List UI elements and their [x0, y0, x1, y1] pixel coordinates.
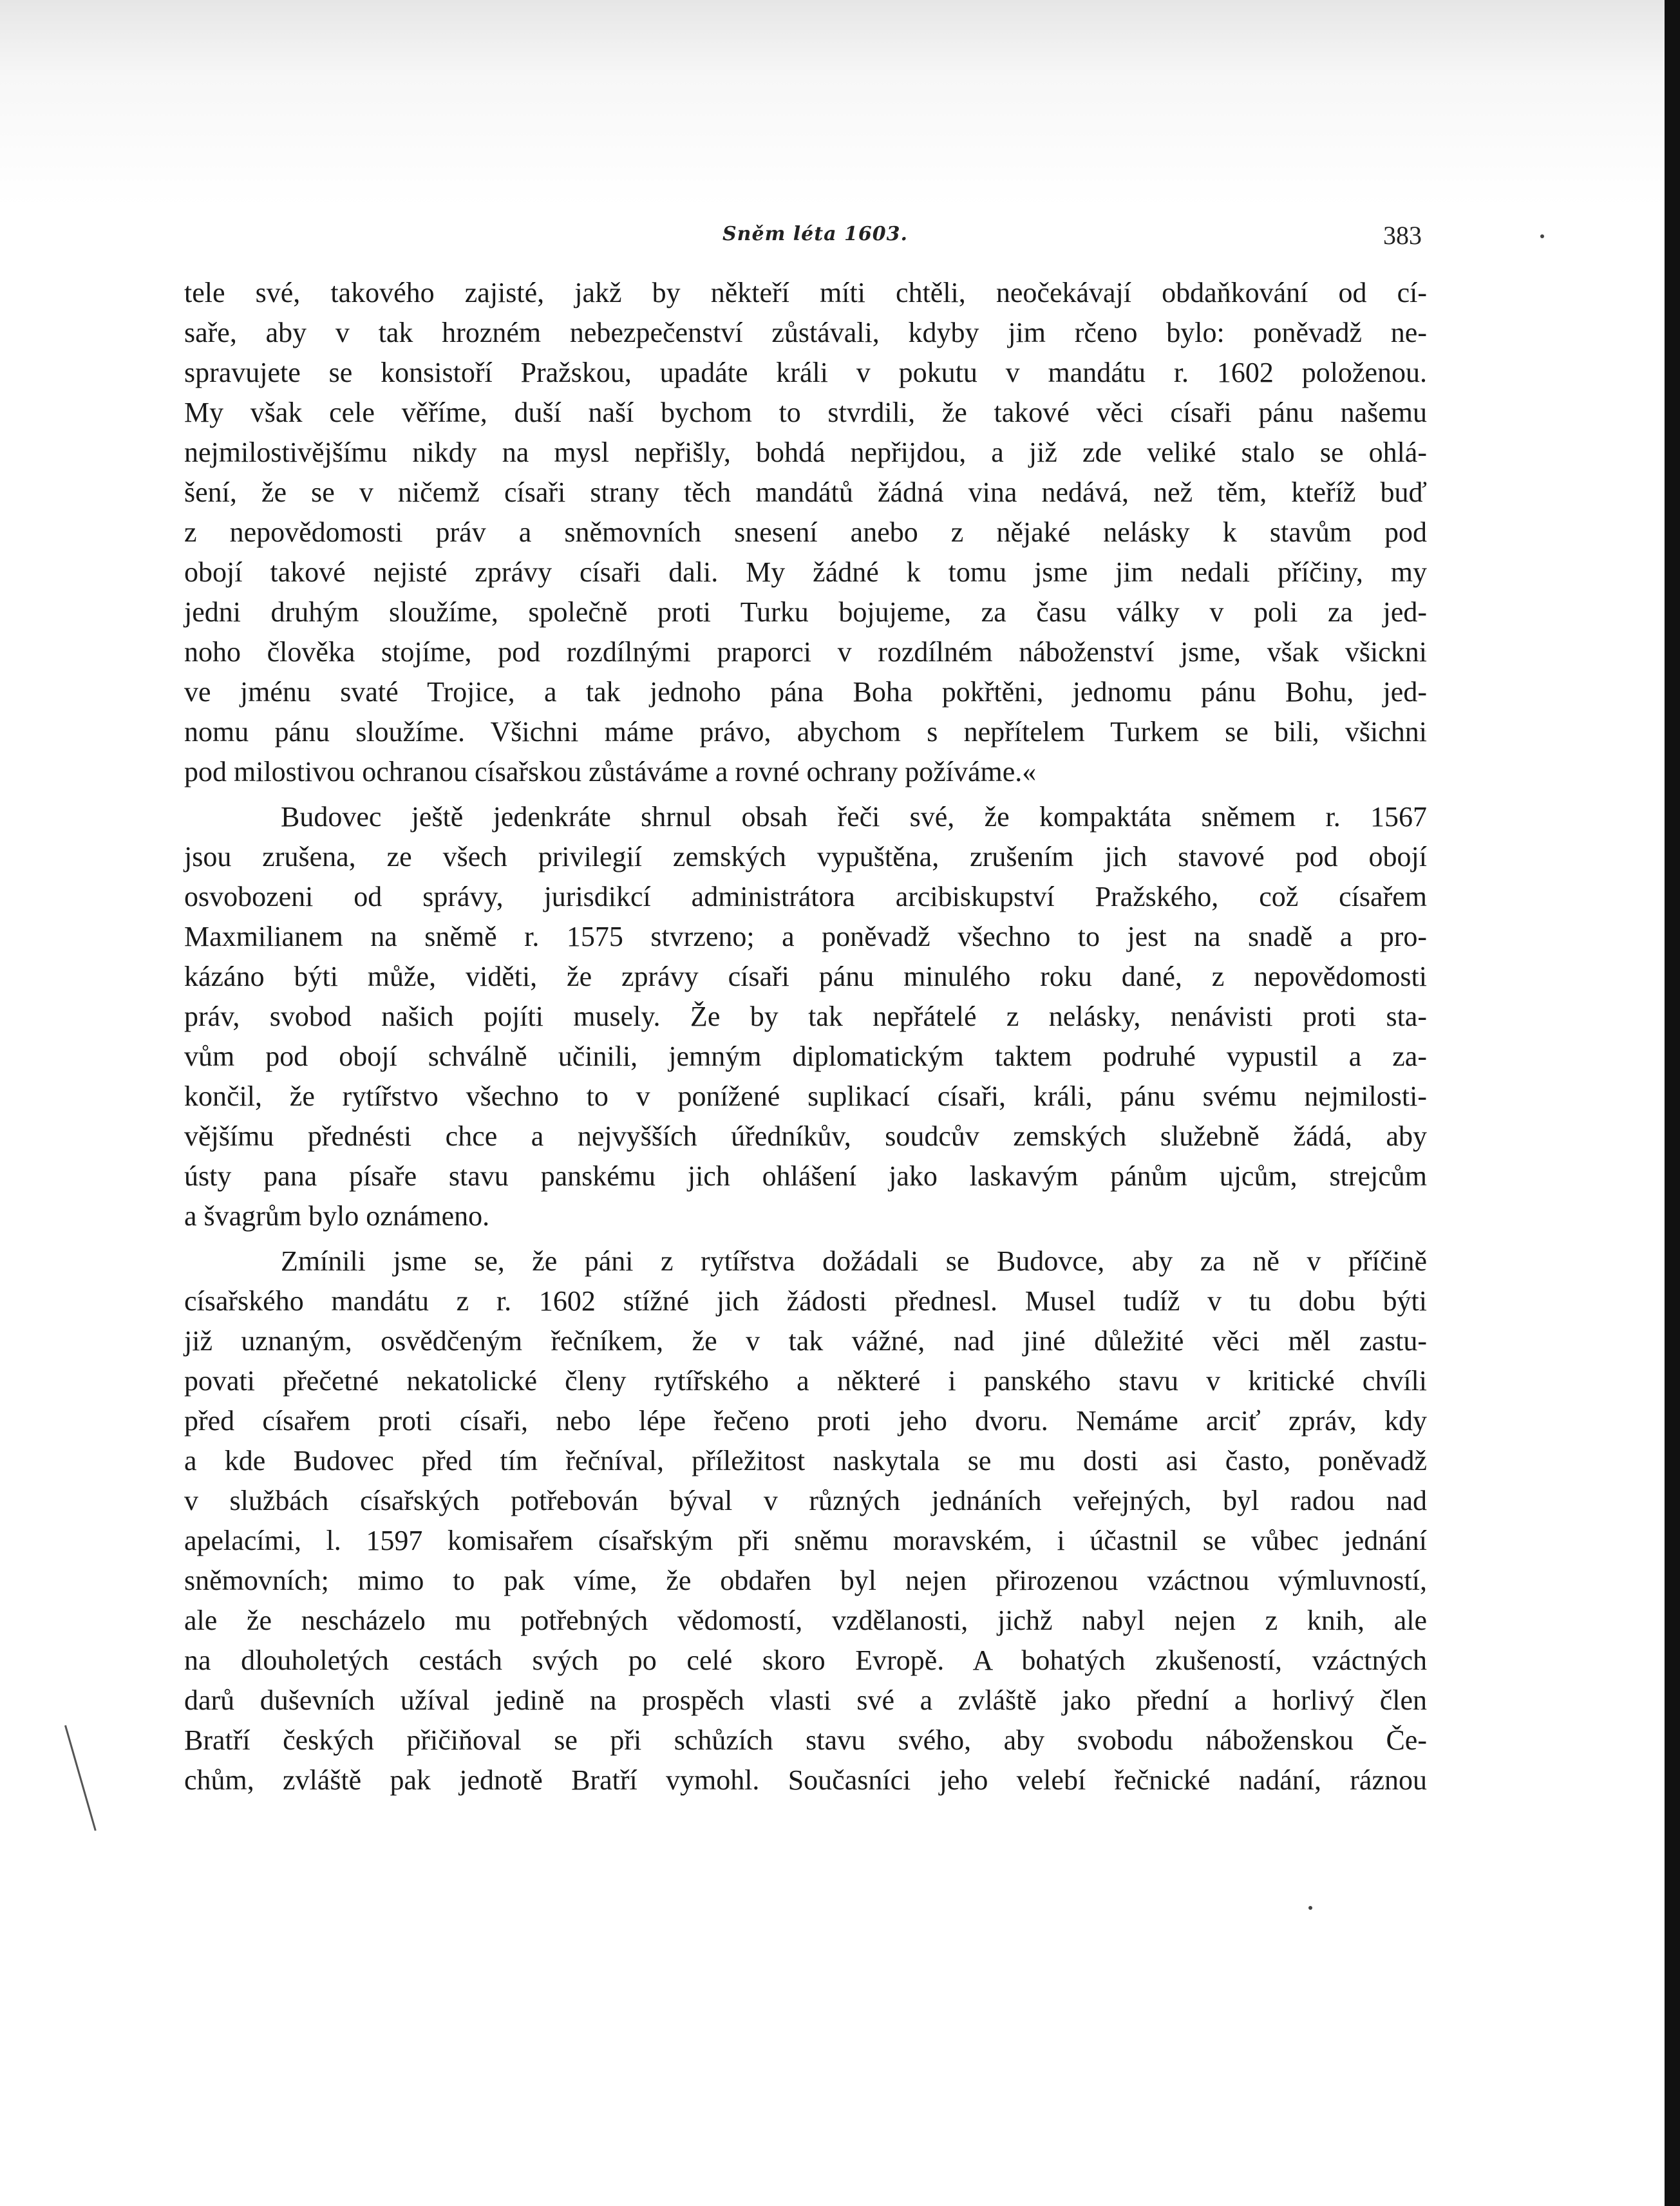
text-line: končil, že rytířstvo všechno to v ponížené suplikací císaři, králi, pánu svému nejmilosti- — [184, 1080, 1427, 1112]
page-edge-border — [1665, 0, 1680, 2206]
text-line: císařského mandátu z r. 1602 stížné jich žádosti přednesl. Musel tudíž v tu dobu býti — [184, 1285, 1427, 1317]
text-line: jsou zrušena, ze všech privilegií zemských vypuštěna, zrušením jich stavové pod obojí — [184, 841, 1427, 872]
text-line: Budovec ještě jedenkráte shrnul obsah řeči své, že kompaktáta sněmem r. 1567 — [281, 801, 1427, 833]
text-line: v službách císařských potřebován býval v různých jednáních veřejných, byl radou nad — [184, 1485, 1427, 1516]
text-line: povati přečetné nekatolické členy rytířského a některé i panského stavu v kritické chvíli — [184, 1365, 1427, 1397]
paragraph-gap — [184, 792, 1427, 797]
text-line: pod milostivou ochranou císařskou zůstáváme a rovné ochrany požíváme.« — [184, 756, 1037, 787]
text-line: Zmínili jsme se, že páni z rytířstva dožádali se Budovce, aby za ně v příčině — [281, 1245, 1427, 1277]
text-line: a kde Budovec před tím řečníval, příležitost naskytala se mu dosti asi často, poněvadž — [184, 1445, 1427, 1476]
text-line: ústy pana písaře stavu panskému jich ohlášení jako laskavým pánům ujcům, strejcům — [184, 1160, 1427, 1192]
text-line: osvobozeni od správy, jurisdikcí administrátora arcibiskupství Pražského, což císařem — [184, 881, 1427, 912]
text-line: před císařem proti císaři, nebo lépe řečeno proti jeho dvoru. Nemáme arciť zpráv, kdy — [184, 1405, 1427, 1437]
text-line: ale že nescházelo mu potřebných vědomostí, vzdělanosti, jichž nabyl nejen z knih, ale — [184, 1605, 1427, 1636]
text-line: spravujete se konsistoří Pražskou, upadáte králi v pokutu v mandátu r. 1602 položenou. — [184, 357, 1427, 388]
text-line: Bratří českých přičiňoval se při schůzích stavu svého, aby svobodu náboženskou Če- — [184, 1724, 1427, 1756]
text-line: Maxmilianem na sněmě r. 1575 stvrzeno; a poněvadž všechno to jest na snadě a pro- — [184, 921, 1427, 952]
text-line: a švagrům bylo oznámeno. — [184, 1200, 490, 1232]
text-line: ve jménu svaté Trojice, a tak jednoho pána Boha pokřtěni, jednomu pánu Bohu, jed- — [184, 676, 1427, 708]
paragraph-3 — [184, 1241, 1427, 1800]
text-line: darů duševních užíval jedině na prospěch vlasti své a zvláště jako přední a horlivý člen — [184, 1684, 1427, 1716]
text-line: na dlouholetých cestách svých po celé skoro Evropě. A bohatých zkušeností, vzáctných — [184, 1645, 1427, 1676]
text-line: apelacími, l. 1597 komisařem císařským při sněmu moravském, i účastnil se vůbec jednání — [184, 1525, 1427, 1556]
text-line: práv, svobod našich pojíti musely. Že by tak nepřátelé z nelásky, nenávisti proti sta- — [184, 1001, 1427, 1032]
text-line: noho člověka stojíme, pod rozdílnými praporci v rozdílném náboženství jsme, však všickni — [184, 636, 1427, 668]
paragraph-gap — [184, 1236, 1427, 1241]
text-line: jedni druhým sloužíme, společně proti Turku bojujeme, za času války v poli za jed- — [184, 596, 1427, 628]
text-line: již uznaným, osvědčeným řečníkem, že v tak vážné, nad jiné důležité věci měl zastu- — [184, 1325, 1427, 1357]
text-line: nomu pánu sloužíme. Všichni máme právo, abychom s nepřítelem Turkem se bili, všichni — [184, 716, 1427, 748]
text-line: šení, že se v ničemž císaři strany těch mandátů žádná vina nedává, než těm, kteříž buď — [184, 476, 1427, 508]
running-head — [0, 223, 1680, 261]
text-line: obojí takové nejisté zprávy císaři dali. My žádné k tomu jsme jim nedali příčiny, my — [184, 556, 1427, 588]
text-line: vějšímu přednésti chce a nejvyšších úředníkův, soudcův zemských služebně žádá, aby — [184, 1120, 1427, 1152]
text-line: sněmovních; mimo to pak víme, že obdařen byl nejen přirozenou vzáctnou výmluvností, — [184, 1565, 1427, 1596]
body-text — [184, 273, 1427, 1800]
running-title: Sněm léta 1603. — [722, 223, 908, 245]
paragraph-2 — [184, 797, 1427, 1236]
text-line: vům pod obojí schválně učinili, jemným diplomatickým taktem podruhé vypustil a za- — [184, 1041, 1427, 1072]
text-line: tele své, takového zajisté, jakž by někteří míti chtěli, neočekávají obdaňkování od cí- — [184, 277, 1427, 308]
text-line: z nepovědomosti práv a sněmovních snesení anebo z nějaké nelásky k stavům pod — [184, 516, 1427, 548]
text-line: chům, zvláště pak jednotě Bratří vymohl. Současníci jeho velebí řečnické nadání, ráznou — [184, 1764, 1427, 1796]
text-line: saře, aby v tak hrozném nebezpečenství zůstávali, kdyby jim rčeno bylo: poněvadž ne- — [184, 317, 1427, 348]
text-line: My však cele věříme, duší naší bychom to stvrdili, že takové věci císaři pánu našemu — [184, 397, 1427, 428]
text-line: nejmilostivějšímu nikdy na mysl nepřišly, bohdá nepřijdou, a již zde veliké stalo se ohlá- — [184, 437, 1427, 468]
text-line: kázáno býti může, viděti, že zprávy císaři pánu minulého roku dané, z nepovědomosti — [184, 961, 1427, 992]
page-number: 383 — [1383, 221, 1422, 250]
scan-speck — [1308, 1906, 1312, 1910]
paragraph-1 — [184, 273, 1427, 792]
